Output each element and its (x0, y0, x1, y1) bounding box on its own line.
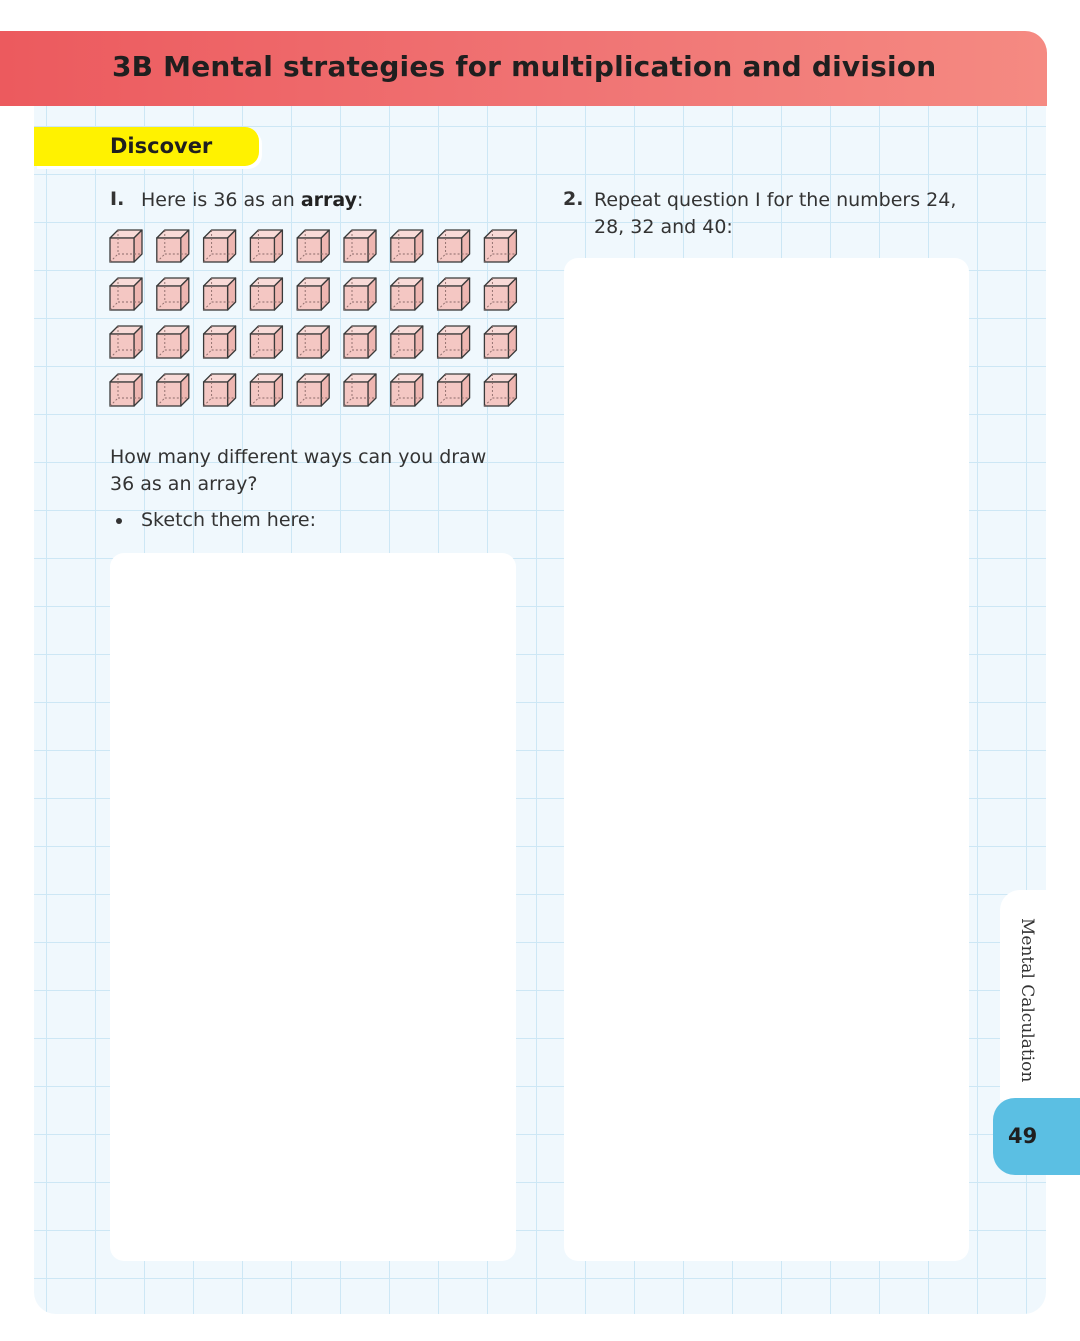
cube-icon (297, 230, 329, 262)
question-1-text (141, 187, 363, 214)
cube-icon (204, 278, 236, 310)
cube-icon (157, 278, 189, 310)
cube-icon (438, 326, 470, 358)
cube-icon (204, 374, 236, 406)
cube-icon (250, 230, 282, 262)
section-label: Discover (110, 134, 213, 158)
question-2-number: 2. (563, 188, 584, 210)
cube-icon (250, 326, 282, 358)
cube-icon (484, 230, 516, 262)
cube-icon (204, 326, 236, 358)
cube-array (108, 228, 528, 418)
cube-icon (344, 326, 376, 358)
answer-box-question-2[interactable] (564, 258, 969, 1261)
question-1-text-bold: array (300, 189, 358, 211)
cube-icon (110, 374, 142, 406)
question-2-line-2: 28, 32 and 40: (594, 216, 733, 238)
side-tab-label: Mental Calculation (1017, 918, 1037, 1083)
cube-icon (250, 374, 282, 406)
question-1-number: I. (110, 188, 125, 210)
question-2-line-1: Repeat question I for the numbers 24, (594, 189, 957, 211)
cube-icon (391, 326, 423, 358)
cube-icon (438, 278, 470, 310)
cube-icon (157, 230, 189, 262)
cube-icon (157, 374, 189, 406)
cube-icon (344, 230, 376, 262)
cube-icon (110, 278, 142, 310)
cube-icon (297, 374, 329, 406)
answer-box-question-1[interactable] (110, 553, 516, 1261)
cube-icon (484, 374, 516, 406)
cube-icon (250, 278, 282, 310)
cube-icon (110, 326, 142, 358)
cube-icon (438, 230, 470, 262)
page-title: 3B Mental strategies for multiplication and division (112, 50, 937, 83)
cube-icon (344, 278, 376, 310)
cube-icon (204, 230, 236, 262)
page-number: 49 (1008, 1124, 1038, 1148)
cube-icon (344, 374, 376, 406)
cube-icon (484, 326, 516, 358)
cube-icon (157, 326, 189, 358)
cube-icon (110, 230, 142, 262)
side-tab (1000, 890, 1080, 1100)
question-1-prompt-line-2: 36 as an array? (110, 473, 258, 495)
bullet-text: Sketch them here: (141, 509, 316, 531)
question-1-text-suffix: : (357, 189, 364, 211)
question-1-text-prefix: Here is 36 as an (141, 189, 301, 211)
cube-icon (438, 374, 470, 406)
bullet-icon (116, 518, 122, 524)
cube-icon (297, 278, 329, 310)
cube-icon (297, 326, 329, 358)
question-1-prompt-line-1: How many different ways can you draw (110, 446, 487, 468)
cube-icon (391, 278, 423, 310)
cube-icon (391, 374, 423, 406)
cube-icon (484, 278, 516, 310)
cube-icon (391, 230, 423, 262)
